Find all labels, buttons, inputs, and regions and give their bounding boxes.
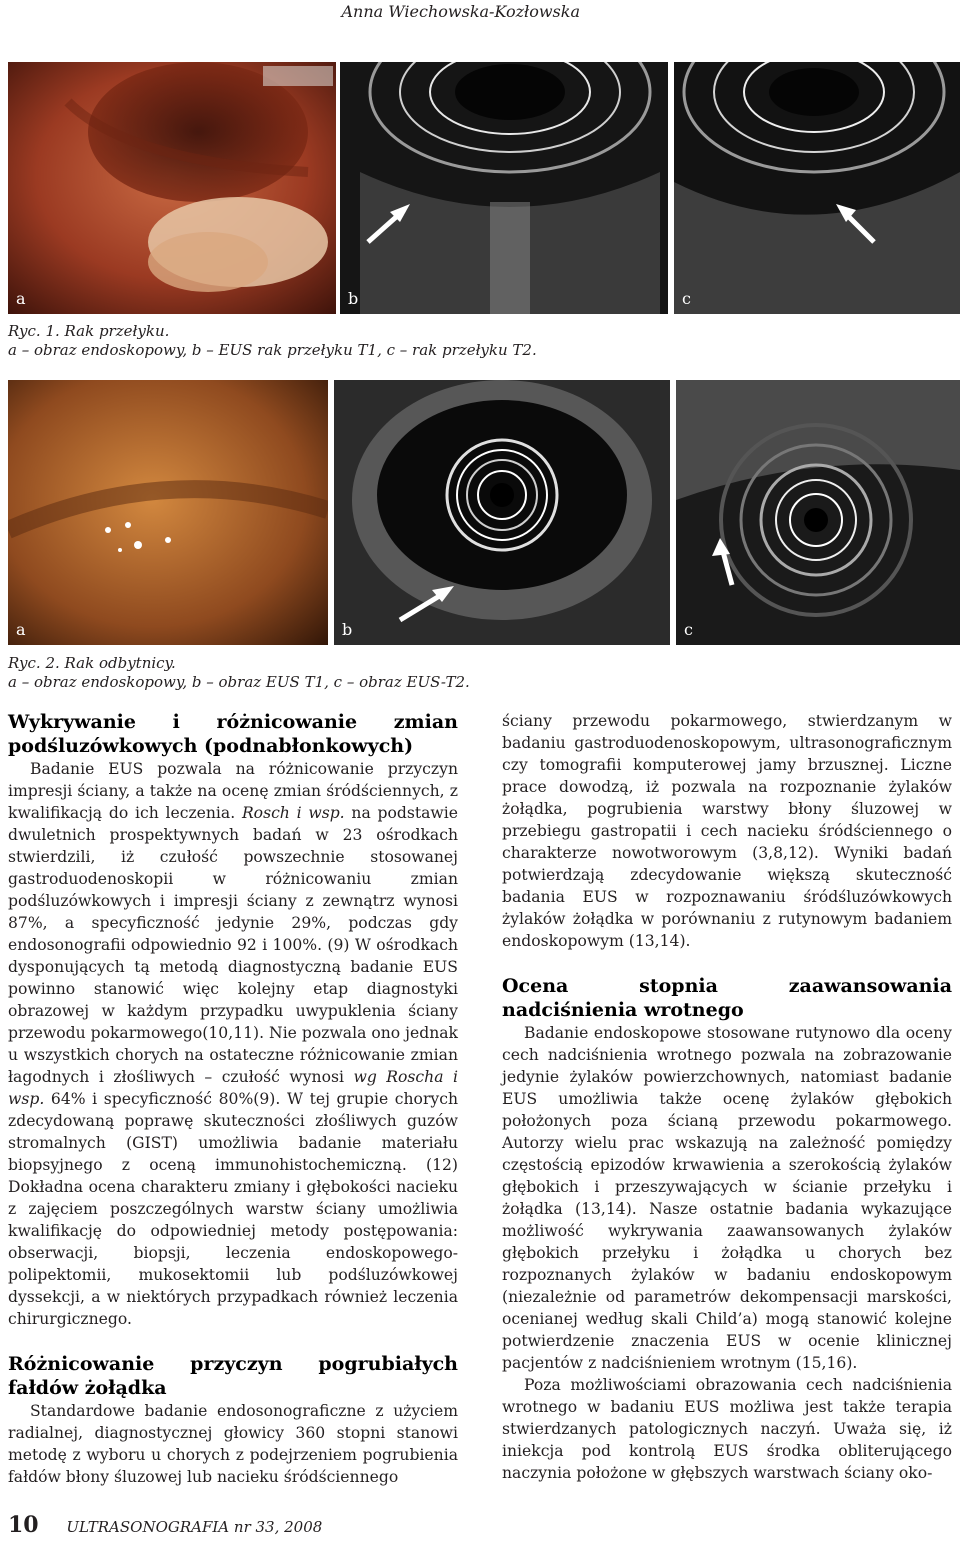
ultrasound-image xyxy=(676,380,960,645)
figure2-caption-title: Ryc. 2. Rak odbytnicy. xyxy=(8,654,176,672)
panel-label-b: b xyxy=(348,289,359,308)
panel-label-b: b xyxy=(342,620,353,639)
figure1-caption xyxy=(8,322,537,360)
paragraph-portal-hypertension: Badanie endoskopowe stosowane rutynowo dla oceny cech nadciśnienia wrotnego pozwala na zobrazowanie jedynie żylaków powierzchownych, natomiast badanie EUS umożliwia także ocenę żylaków głębokich położonych poza ścianą przewodu pokarmowego. Autorzy wielu prac wskazują na zależność pomiędzy częstością epizodów krwawienia a szerokością żylaków głębokich i przeszywających w ścianie przełyku i żołądka (13,14). Nasze ostatnie badania wykazujące możliwość wykrywania zaawansowanych żylaków głębokich przełyku i żołądka u chorych bez rozpoznanych żylaków w badaniu endoskopowym (niezależnie od parametrów dekompensacji marskości, ocenianej według skali Child’a) mogą stanowić kolejne potwierdzenie znaczenia EUS w ocenie klinicznej pacjentów z nadciśnieniem wrotnym (15,16). xyxy=(502,1024,952,1372)
ultrasound-image xyxy=(334,380,670,645)
journal-name: ULTRASONOGRAFIA nr 33, 2008 xyxy=(66,1518,323,1536)
panel-label-c: c xyxy=(682,289,691,308)
panel-label-c: c xyxy=(684,620,693,639)
figure2-panel-c xyxy=(676,380,960,645)
figure2-caption-desc: a – obraz endoskopowy, b – obraz EUS T1, c – obraz EUS-T2. xyxy=(8,673,470,691)
right-column xyxy=(502,710,952,1484)
left-column xyxy=(8,710,458,1488)
citation-roscha: wg Roscha i wsp. xyxy=(8,1068,458,1108)
figure2-panel-b xyxy=(334,380,670,645)
section-heading-submucosal: Wykrywanie i różnicowanie zmian podśluzówkowych (podnabłonkowych) xyxy=(8,711,458,757)
figure1-caption-title: Ryc. 1. Rak przełyku. xyxy=(8,322,170,340)
page-footer xyxy=(8,1512,322,1538)
ultrasound-image xyxy=(340,62,668,314)
figure1-panel-c xyxy=(674,62,960,314)
figure1-caption-desc: a – obraz endoskopowy, b – EUS rak przełyku T1, c – rak przełyku T2. xyxy=(8,341,537,359)
figure2-panel-a xyxy=(8,380,328,645)
endoscopy-image xyxy=(8,62,336,314)
running-header-author: Anna Wiechowska-Kozłowska xyxy=(341,2,580,21)
figure2-caption xyxy=(8,654,470,692)
citation-rosch: Rosch i wsp. xyxy=(241,804,345,822)
page-number: 10 xyxy=(8,1512,39,1538)
ultrasound-image xyxy=(674,62,960,314)
section-heading-gastric-folds: Różnicowanie przyczyn pogrubiałych fałdów żołądka xyxy=(8,1353,458,1399)
panel-label-a: a xyxy=(16,620,26,639)
paragraph-submucosal: Badanie EUS pozwala na różnicowanie przyczyn impresji ściany, a także na ocenę zmian śródściennych, z kwalifikacją do ich leczenia. Rosch i wsp. na podstawie dwuletnich prospektywnych badań w 23 ośrodkach stwierdzili, iż czułość powszechnie stosowanej gastroduodenoskopii w różnicowaniu zmian podśluzówkowych i impresji ściany z zewnątrz wynosi 87%, a specyficzność jedynie 29%, podczas gdy endosonografii odpowiednio 92 i 100%. (9) W ośrodkach dysponujących tą metodą diagnostyczną badanie EUS powinno stanowić więc kolejny etap diagnostyki obrazowej w każdym przypadku uwypuklenia ściany przewodu pokarmowego(10,11). Nie pozwala ono jednak u wszystkich chorych na ostateczne różnicowanie zmian łagodnych i złośliwych – czułość wynosi wg Roscha i wsp. 64% i specyficzność 80%(9). W tej grupie chorych zdecydowaną poprawę skuteczności złośliwych guzów stromalnych (GIST) umożliwia badanie materiału biopsyjnego z oceną immunohistochemiczną. (12) Dokładna ocena charakteru zmiany i głębokości nacieku z zajęciem poszczególnych warstw ściany umożliwia kwalifikację do odpowiedniej metody postępowania: obserwacji, biopsji, leczenia endoskopowego-polipektomii, mukosektomii lub podśluzówkowej dyssekcji, a w niektórych przypadkach również leczenia chirurgicznego. xyxy=(8,760,458,1328)
paragraph-continued: ściany przewodu pokarmowego, stwierdzanym w badaniu gastroduodenoskopowym, ultrasonograficznym czy tomografii komputerowej jamy brzusznej. Liczne prace dowodzą, iż pozwala na rozpoznanie żylaków żołądka, pogrubienia warstwy błony śluzowej w przebiegu gastropatii i cech nacieku śródściennego o charakterze nowotworowym (3,8,12). Wyniki badań potwierdzają zdecydowanie większą skuteczność badania EUS w rozpoznawaniu śródśluzówkowych żylaków żołądka w porównaniu z rutynowym badaniem endoskopowym (13,14). xyxy=(502,712,952,950)
figure1-panel-b xyxy=(340,62,668,314)
panel-label-a: a xyxy=(16,289,26,308)
figure1-panel-a xyxy=(8,62,336,314)
section-heading-portal-hypertension: Ocena stopnia zaawansowania nadciśnienia wrotnego xyxy=(502,975,952,1021)
endoscopy-image xyxy=(8,380,328,645)
paragraph-therapy: Poza możliwościami obrazowania cech nadciśnienia wrotnego w badaniu EUS możliwa jest także terapia stwierdzanych patologicznych naczyń. Uważa się, iż iniekcja pod kontrolą EUS środka obliterującego naczynia położone w głębszych warstwach ściany oko- xyxy=(502,1376,952,1482)
paragraph-gastric-folds: Standardowe badanie endosonograficzne z użyciem radialnej, diagnostycznej głowicy 360 stopni stanowi metodę z wyboru u chorych z podejrzeniem pogrubienia fałdów błony śluzowej lub nacieku śródściennego xyxy=(8,1402,458,1486)
